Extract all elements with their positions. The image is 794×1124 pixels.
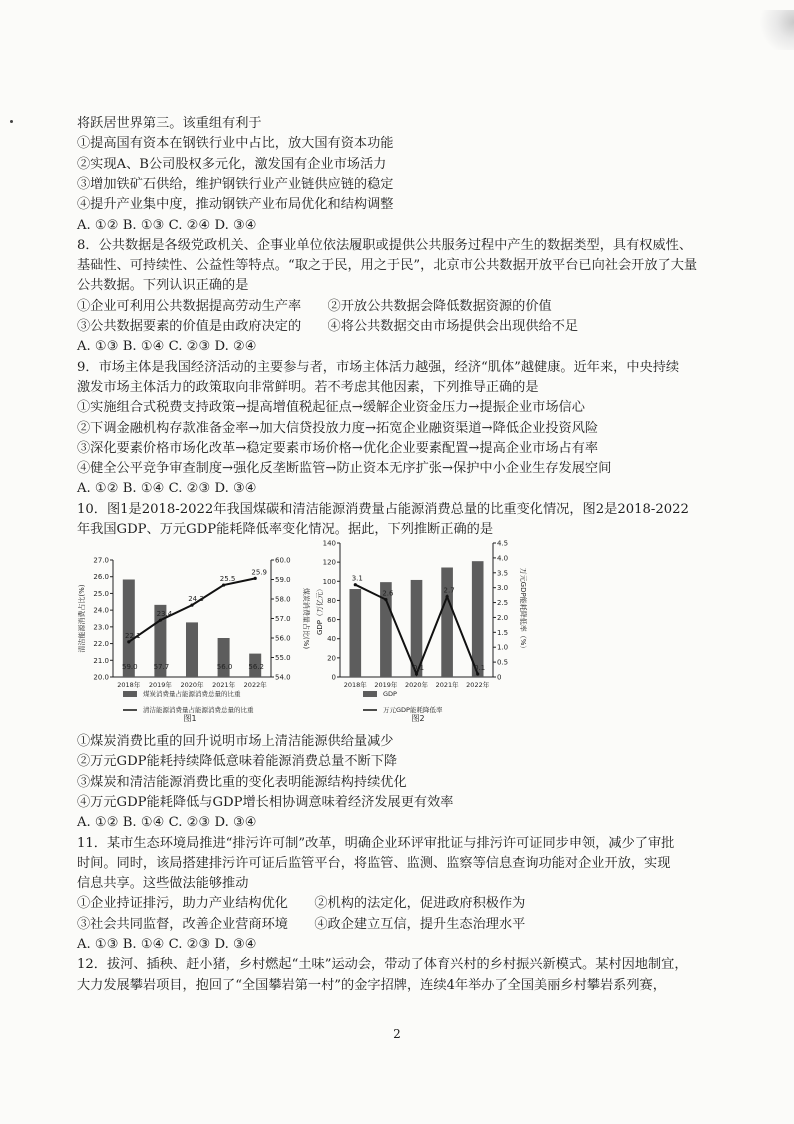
- text-line: 基础性、可持续性、公益性等特点。“取之于民，用之于民”，北京市公共数据开放平台已向社会开放了大量: [77, 258, 698, 274]
- text-line: ③公共数据要素的价值是由政府决定的 ④将公共数据交由市场提供会出现供给不足: [77, 319, 579, 334]
- text-line: A. ①② B. ①③ C. ②④ D. ③④: [77, 217, 257, 233]
- left-tick-label: 60: [327, 616, 336, 625]
- scan-shadow: [754, 10, 794, 50]
- bar: [472, 561, 484, 677]
- legend-line-label: 万元GDP能耗降低率: [383, 706, 443, 714]
- text-line: 将跃居世界第三。该重组有利于: [77, 116, 262, 131]
- x-tick-label: 2020年: [180, 681, 204, 689]
- bar: [186, 622, 198, 677]
- right-tick-label: 2.5: [497, 599, 509, 608]
- left-tick-label: 21.0: [93, 656, 109, 665]
- left-tick-label: 120: [322, 558, 336, 567]
- line-point: [476, 672, 479, 675]
- left-tick-label: 0: [331, 673, 336, 682]
- right-tick-label: 54.0: [275, 673, 291, 682]
- x-tick-label: 2021年: [212, 681, 236, 689]
- line-data-label: 25.5: [219, 575, 236, 584]
- x-tick-label: 2022年: [243, 681, 267, 689]
- legend-bar-swatch: [363, 691, 377, 697]
- right-tick-label: 4.0: [497, 554, 509, 563]
- text-line: 时间。同时，该局搭建排污许可证后监管平台，将监管、监测、监察等信息查询功能对企业开放，实现: [77, 855, 671, 871]
- figure-caption: 图2: [411, 714, 425, 723]
- line-data-label: 2.6: [382, 589, 394, 598]
- figure-2-chart: [316, 535, 527, 730]
- x-tick-label: 2021年: [435, 681, 459, 689]
- line-point: [222, 583, 225, 586]
- x-tick-label: 2018年: [117, 681, 141, 689]
- left-tick-label: 26.0: [93, 573, 109, 582]
- line-data-label: 23.4: [156, 610, 173, 619]
- line-point: [384, 598, 387, 601]
- left-tick-label: 140: [322, 539, 336, 548]
- text-line: 9．市场主体是我国经济活动的主要参与者，市场主体活力越强，经济“肌体”越健康。近年来，中央持续: [77, 359, 680, 375]
- bar-data-label: 57.7: [153, 663, 170, 671]
- text-line: 12．拔河、插秧、赶小猪，乡村燃起“土味”运动会，带动了体育兴村的乡村振兴新模式。某村因地制宜，: [77, 957, 688, 973]
- line-point: [254, 577, 257, 580]
- right-axis-label: 煤炭消费量占比(%): [302, 587, 310, 650]
- x-tick-label: 2019年: [374, 681, 398, 689]
- text-line: 年我国GDP、万元GDP能耗降低率变化情况。据此，下列推断正确的是: [77, 522, 494, 537]
- text-line: ④万元GDP能耗降低与GDP增长相协调意味着经济发展更有效率: [77, 794, 454, 810]
- text-line: ③煤炭和清洁能源消费比重的变化表明能源结构持续优化: [77, 774, 407, 790]
- right-tick-label: 1.0: [497, 643, 509, 652]
- right-tick-label: 57.0: [275, 615, 291, 623]
- bar-data-label: 56.0: [216, 663, 233, 671]
- right-tick-label: 55.0: [275, 654, 291, 662]
- figure-caption: 图1: [183, 714, 197, 723]
- text-line: ①实施组合式税费支持政策→提高增值税起征点→缓解企业资金压力→提振企业市场信心: [77, 400, 585, 416]
- text-line: ①企业持证排污，助力产业结构优化 ②机构的法定化，促进政府积极作为: [77, 896, 526, 912]
- right-tick-label: 56.0: [275, 634, 291, 643]
- left-tick-label: 23.0: [93, 623, 109, 632]
- page-number: 2: [393, 1027, 401, 1041]
- text-line: ④提升产业集中度，推动钢铁产业布局优化和结构调整: [77, 197, 394, 213]
- text-line: A. ①③ B. ①④ C. ②③ D. ②④: [77, 339, 257, 355]
- right-tick-label: 0.5: [497, 658, 509, 667]
- right-tick-label: 1.5: [497, 628, 509, 637]
- text-line: ①提高国有资本在钢铁行业中占比，放大国有资本功能: [77, 136, 394, 152]
- text-line: A. ①② B. ①④ C. ②③ D. ③④: [77, 481, 257, 497]
- left-tick-label: 25.0: [93, 589, 109, 598]
- line-data-label: 25.9: [251, 568, 267, 577]
- left-tick-label: 80: [327, 596, 336, 605]
- line-point: [159, 619, 162, 622]
- x-tick-label: 2019年: [148, 681, 172, 689]
- line-point: [446, 595, 449, 598]
- text-line: ②下调金融机构存款准备金率→加大信贷投放力度→拓宽企业融资渠道→降低企业投资风险: [77, 420, 599, 436]
- left-tick-label: 27.0: [93, 556, 109, 565]
- bar-data-label: 56.2: [248, 663, 264, 671]
- left-tick-label: 100: [322, 577, 336, 586]
- text-line: ③深化要素价格市场化改革→稳定要素市场价格→优化企业要素配置→提高企业市场占有率: [77, 440, 599, 456]
- right-tick-label: 3.0: [497, 584, 509, 593]
- x-tick-label: 2020年: [404, 681, 429, 689]
- x-tick-label: 2022年: [466, 681, 490, 689]
- left-tick-label: 40: [327, 635, 336, 644]
- text-line: 10．图1是2018-2022年我国煤碳和清洁能源消费量占能源消费总量的比重变化情况，图2是2018-2022: [77, 501, 689, 517]
- line-point: [354, 583, 357, 586]
- text-line: 公共数据。下列认识正确的是: [77, 278, 249, 294]
- right-tick-label: 4.5: [497, 539, 509, 548]
- bar: [349, 589, 361, 677]
- scan-dot: [10, 120, 13, 123]
- text-line: ④健全公平竞争审查制度→强化反垄断监管→防止资本无序扩张→保护中小企业生存发展空间: [77, 461, 612, 477]
- left-axis-label: GDP（万亿元）: [316, 584, 324, 636]
- legend-bar-label: GDP: [383, 690, 397, 698]
- text-line: 11．某市生态环境局推进“排污许可制”改革，明确企业环评审批证与排污许可证同步申领，减少了审批: [77, 835, 675, 851]
- text-line: ③增加铁矿石供给，维护钢铁行业产业链供应链的稳定: [77, 176, 394, 192]
- line-data-label: 24.3: [188, 595, 204, 604]
- text-line: ②实现A、B公司股权多元化，激发国有企业市场活力: [77, 156, 387, 172]
- figure-1-chart: [78, 535, 323, 730]
- left-tick-label: 20.0: [93, 673, 109, 682]
- text-line: 8．公共数据是各级党政机关、企事业单位依法履职或提供公共服务过程中产生的数据类型，具有权威性、: [77, 237, 693, 253]
- line-point: [190, 604, 193, 607]
- bar-data-label: 59.0: [122, 663, 138, 671]
- right-tick-label: 3.5: [497, 569, 509, 578]
- line-data-label: 0.1: [412, 664, 425, 673]
- text-line: ①煤炭消费比重的回升说明市场上清洁能源供给量减少: [77, 734, 394, 749]
- line-point: [127, 640, 130, 643]
- figure-1: [78, 535, 323, 734]
- bar: [218, 638, 230, 677]
- right-tick-label: 59.0: [275, 576, 291, 584]
- right-tick-label: 58.0: [275, 595, 291, 604]
- text-line: A. ①② B. ①④ C. ②③ D. ③④: [77, 815, 257, 831]
- left-tick-label: 24.0: [93, 606, 109, 615]
- right-axis-label: 万元GDP能耗降低率（%）: [519, 567, 527, 653]
- text-line: 信息共享。这些做法能够推动: [77, 876, 249, 892]
- text-line: ①企业可利用公共数据提高劳动生产率 ②开放公共数据会降低数据资源的价值: [77, 298, 552, 314]
- left-axis-label: 清洁能源消费占比(%): [78, 584, 86, 653]
- figure-2: [316, 535, 527, 734]
- legend-bar-swatch: [123, 691, 137, 697]
- left-tick-label: 20: [327, 654, 336, 663]
- line-data-label: 22.1: [125, 631, 141, 640]
- text-line: A. ①③ B. ①④ C. ②③ D. ③④: [77, 937, 257, 952]
- legend-bar-label: 煤炭消费量占能源消费总量的比重: [143, 690, 241, 698]
- line-data-label: 3.1: [351, 574, 363, 583]
- legend-line-label: 清洁能源消费量占能源消费总量的比重: [143, 706, 254, 714]
- text-line: 大力发展攀岩项目，抱回了“全国攀岩第一村”的金字招牌，连续4年举办了全国美丽乡村攀岩系列赛，: [77, 977, 666, 993]
- text-line: 激发市场主体活力的政策取向非常鲜明。若不考虑其他因素，下列推导正确的是: [77, 379, 539, 395]
- line-data-label: 0.1: [474, 664, 486, 673]
- x-tick-label: 2018年: [343, 681, 367, 689]
- left-tick-label: 22.0: [93, 640, 109, 649]
- right-tick-label: 2.0: [497, 613, 509, 622]
- line-data-label: 2.7: [443, 586, 455, 595]
- line-point: [415, 672, 418, 675]
- right-tick-label: 60.0: [275, 556, 291, 565]
- right-tick-label: 0: [497, 673, 502, 682]
- text-line: ③社会共同监督，改善企业营商环境 ④政企建立互信，提升生态治理水平: [77, 916, 526, 932]
- text-line: ②万元GDP能耗持续降低意味着能源消费总量不断下降: [77, 754, 398, 770]
- bar: [441, 568, 453, 677]
